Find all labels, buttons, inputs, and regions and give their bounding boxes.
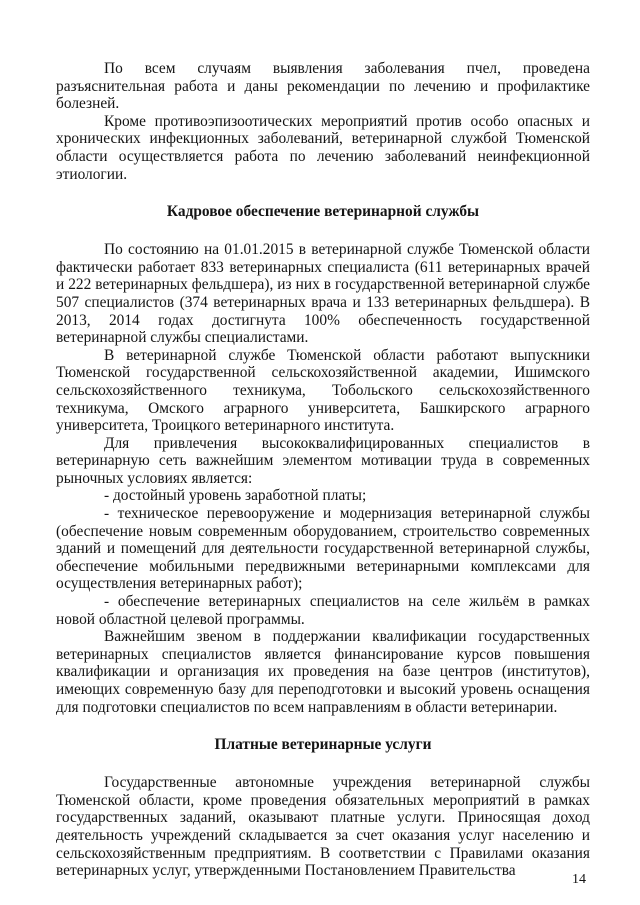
paragraph-motivation-intro: Для привлечения высококвалифицированных специалистов в ветеринарную сеть важнейшим элементом мотивации труда в современных рыночных условиях является: — [56, 434, 590, 487]
section-heading-staffing: Кадровое обеспечение ветеринарной службы — [166, 203, 480, 221]
list-item-housing: - обеспечение ветеринарных специалистов на селе жильём в рамках новой областной целевой программы. — [56, 593, 590, 628]
page-number: 14 — [572, 872, 586, 887]
paragraph-bees: По всем случаям выявления заболевания пчел, проведена разъяснительная работа и даны рекомендации по лечению и профилактике болезней. — [56, 60, 590, 113]
list-item-modernization: - техническое перевооружение и модернизация ветеринарной службы (обеспечение новым современным оборудованием, строительство современных зданий и помещений для деятельности государственной ветеринарной службы, обеспечение мобильными передвижными ветеринарными комплексами для осуществления ветеринарных работ); — [56, 505, 590, 593]
paragraph-qualification: Важнейшим звеном в поддержании квалификации государственных ветеринарных специалистов является финансирование курсов повышения квалификации и организация их проведения на базе центров (институтов), имеющих современную базу для переподготовки и высокий уровень оснащения для подготовки специалистов по всем направлениям в области ветеринарии. — [56, 628, 590, 716]
paragraph-graduates: В ветеринарной службе Тюменской области работают выпускники Тюменской государственной сельскохозяйственной академии, Ишимского сельскохозяйственного техникума, Тобольского сельскохозяйственного техникума, Омского аграрного университета, Башкирского аграрного университета, Троицкого ветеринарного института. — [56, 346, 590, 435]
paragraph-staff-count: По состоянию на 01.01.2015 в ветеринарной службе Тюменской области фактически работает 833 ветеринарных специалиста (611 ветеринарных врачей и 222 ветеринарных фельдшера), из них в государственной ветеринарной службе 507 специалистов (374 ветеринарных врача и 133 ветеринарных фельдшера). В 2013, 2014 годах достигнута 100% обеспеченность государственной ветеринарной службы специалистами. — [56, 241, 590, 347]
section-heading-paid-services: Платные ветеринарные услуги — [214, 736, 432, 754]
paragraph-paid-services: Государственные автономные учреждения ветеринарной службы Тюменской области, кроме проведения обязательных мероприятий в рамках государственных заданий, оказывают платные услуги. Приносящая доход деятельность учреждений складывается за счет оказания услуг населению и сельскохозяйственным предприятиям. В соответствии с Правилами оказания ветеринарных услуг, утвержденными Постановлением Правительства — [56, 774, 590, 880]
list-item-salary: - достойный уровень заработной платы; — [104, 487, 367, 505]
paragraph-noninfectious: Кроме противоэпизоотических мероприятий против особо опасных и хронических инфекционных заболеваний, ветеринарной службой Тюменской области осуществляется работа по лечению заболеваний неинфекционной этиологии. — [56, 112, 590, 183]
